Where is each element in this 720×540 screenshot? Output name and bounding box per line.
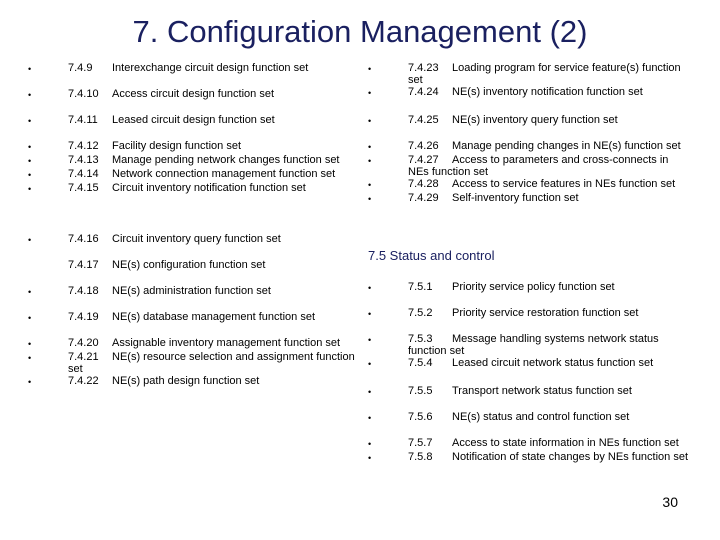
item-text	[408, 333, 690, 357]
item-text	[68, 154, 358, 166]
item-text	[68, 114, 358, 126]
item-text	[408, 114, 690, 126]
item-text	[68, 88, 358, 100]
item-block	[368, 333, 690, 371]
list-item	[368, 114, 690, 128]
item-label: Circuit inventory notification function set	[112, 182, 306, 194]
item-label: NE(s) administration function set	[112, 285, 271, 297]
item-label: Loading program for service feature(s) function set	[408, 62, 681, 87]
item-text	[408, 192, 690, 204]
list-item	[28, 168, 358, 182]
bullet-icon: •	[368, 387, 372, 397]
item-text	[408, 385, 690, 397]
list-item	[28, 88, 358, 102]
item-label: NE(s) configuration function set	[112, 259, 266, 271]
bullet-icon: •	[28, 90, 32, 100]
item-number: 7.4.26	[408, 140, 439, 152]
bullet-icon: •	[368, 180, 372, 191]
item-text	[408, 281, 690, 293]
list-item	[368, 86, 690, 100]
list-item	[368, 154, 690, 178]
item-label: Leased circuit design function set	[112, 114, 275, 126]
item-number: 7.5.7	[408, 437, 433, 449]
bullet-icon: •	[368, 413, 372, 423]
item-label: NE(s) resource selection and assignment function set	[68, 351, 355, 376]
list-item	[368, 333, 690, 357]
item-number: 7.4.12	[68, 140, 99, 152]
item-text	[408, 307, 690, 319]
item-block	[368, 140, 690, 206]
bullet-icon: •	[368, 88, 372, 99]
list-item	[28, 182, 358, 196]
item-text	[68, 285, 358, 297]
item-label: Access to service features in NEs function set	[452, 178, 676, 191]
item-block	[368, 437, 690, 465]
item-text	[68, 337, 358, 349]
item-text	[68, 62, 358, 74]
item-number: 7.5.5	[408, 385, 433, 397]
bullet-icon: •	[368, 156, 372, 166]
list-item	[28, 140, 358, 154]
item-label: Access to parameters and cross-connects in NEs function set	[408, 154, 669, 179]
item-number: 7.4.9	[68, 62, 93, 74]
slide-title: 7. Configuration Management (2)	[132, 14, 588, 49]
list-item	[368, 62, 690, 86]
list-item	[368, 178, 690, 192]
list-item	[28, 62, 358, 76]
item-number: 7.4.16	[68, 233, 99, 245]
item-text	[408, 178, 690, 190]
item-number: 7.4.13	[68, 154, 99, 166]
item-label: NE(s) status and control function set	[452, 411, 630, 423]
item-block	[368, 411, 690, 425]
item-text	[408, 62, 690, 86]
bullet-icon: •	[28, 116, 32, 126]
item-text	[408, 437, 690, 449]
item-block	[28, 88, 358, 102]
item-label: Leased circuit network status function set	[452, 357, 654, 370]
item-text	[408, 154, 690, 178]
page-number: 30	[662, 494, 678, 510]
item-block	[368, 62, 690, 100]
section-heading: 7.5 Status and control	[368, 248, 495, 263]
item-number: 7.4.23	[408, 62, 439, 74]
list-item	[368, 451, 690, 465]
bullet-icon: •	[368, 194, 372, 205]
bullet-icon: •	[368, 439, 372, 449]
item-label: NE(s) database management function set	[112, 311, 316, 323]
list-item	[28, 154, 358, 168]
item-number: 7.4.17	[68, 259, 99, 271]
item-number: 7.5.4	[408, 357, 433, 370]
bullet-icon: •	[368, 116, 372, 126]
bullet-icon: •	[368, 309, 372, 319]
item-label: Manage pending changes in NE(s) function set	[452, 140, 681, 152]
list-item	[28, 285, 358, 299]
list-item	[28, 311, 358, 325]
item-text	[68, 311, 358, 323]
item-label: Message handling systems network status function set	[408, 333, 659, 358]
item-label: NE(s) inventory notification function set	[452, 86, 643, 99]
item-block	[28, 140, 358, 196]
list-item	[28, 375, 358, 389]
list-item	[368, 357, 690, 371]
list-item	[368, 437, 690, 451]
list-item	[368, 385, 690, 399]
item-label: Notification of state changes by NEs function set	[452, 451, 689, 463]
bullet-icon: •	[28, 184, 32, 194]
item-text	[408, 357, 690, 369]
list-item	[368, 411, 690, 425]
item-number: 7.4.24	[408, 86, 439, 99]
item-block	[28, 114, 358, 128]
item-number: 7.4.21	[68, 351, 99, 363]
item-block	[28, 233, 358, 247]
bullet-icon: •	[28, 170, 32, 180]
item-label: Priority service policy function set	[452, 281, 615, 293]
item-label: Facility design function set	[112, 140, 242, 152]
item-number: 7.4.20	[68, 337, 99, 349]
bullet-icon: •	[368, 283, 372, 293]
item-label: Access to state information in NEs function set	[452, 437, 679, 449]
item-text	[68, 375, 358, 387]
item-number: 7.5.3	[408, 333, 433, 345]
item-text	[408, 86, 690, 98]
list-item	[28, 351, 358, 375]
item-number: 7.4.14	[68, 168, 99, 180]
item-number: 7.5.2	[408, 307, 433, 319]
bullet-icon: •	[28, 339, 32, 349]
item-text	[408, 411, 690, 423]
list-item	[368, 281, 690, 295]
item-number: 7.5.1	[408, 281, 433, 293]
item-number: 7.5.6	[408, 411, 433, 423]
item-block	[28, 62, 358, 76]
item-text	[68, 140, 358, 152]
bullet-icon: •	[28, 156, 32, 166]
item-label: Transport network status function set	[452, 385, 632, 397]
item-label: Self-inventory function set	[452, 192, 579, 205]
bullet-icon: •	[28, 235, 32, 245]
item-text	[408, 451, 690, 463]
item-label: NE(s) inventory query function set	[452, 114, 618, 126]
item-label: Assignable inventory management function set	[112, 337, 341, 349]
item-text	[408, 140, 690, 152]
bullet-icon: •	[28, 353, 32, 363]
item-block	[368, 114, 690, 128]
list-item	[28, 337, 358, 351]
item-block	[368, 281, 690, 295]
list-item	[28, 114, 358, 128]
item-label: Manage pending network changes function set	[112, 154, 340, 166]
item-block	[28, 311, 358, 325]
item-label: Priority service restoration function set	[452, 307, 639, 319]
list-item	[368, 140, 690, 154]
item-number: 7.4.11	[68, 114, 98, 126]
list-item	[368, 307, 690, 321]
item-number: 7.4.15	[68, 182, 99, 194]
item-label: NE(s) path design function set	[112, 375, 260, 388]
item-label: Access circuit design function set	[112, 88, 275, 100]
bullet-icon: •	[368, 359, 372, 370]
item-number: 7.4.19	[68, 311, 99, 323]
item-number: 7.4.27	[408, 154, 439, 166]
item-number: 7.5.8	[408, 451, 433, 463]
item-text	[68, 259, 358, 271]
item-text	[68, 233, 358, 245]
item-text	[68, 182, 358, 194]
list-item	[368, 192, 690, 206]
item-block	[28, 285, 358, 299]
item-number: 7.4.10	[68, 88, 99, 100]
item-block	[28, 259, 358, 273]
item-text	[68, 351, 358, 375]
bullet-icon: •	[368, 453, 372, 463]
item-block	[368, 385, 690, 399]
item-block	[368, 307, 690, 321]
list-item	[28, 233, 358, 247]
item-text	[68, 168, 358, 180]
item-label: Circuit inventory query function set	[112, 233, 281, 245]
item-label: Interexchange circuit design function set	[112, 62, 309, 74]
bullet-icon: •	[368, 142, 372, 152]
bullet-icon: •	[28, 287, 32, 297]
bullet-icon: •	[368, 64, 372, 74]
bullet-icon: •	[28, 142, 32, 152]
item-label: Network connection management function set	[112, 168, 336, 180]
item-number: 7.4.25	[408, 114, 439, 126]
bullet-icon: •	[28, 313, 32, 323]
item-number: 7.4.18	[68, 285, 99, 297]
bullet-icon: •	[28, 64, 32, 74]
item-number: 7.4.29	[408, 192, 439, 205]
bullet-icon: •	[28, 377, 32, 388]
item-number: 7.4.22	[68, 375, 99, 388]
list-item	[28, 259, 358, 273]
item-number: 7.4.28	[408, 178, 439, 191]
item-block	[28, 337, 358, 389]
bullet-icon: •	[368, 335, 372, 345]
